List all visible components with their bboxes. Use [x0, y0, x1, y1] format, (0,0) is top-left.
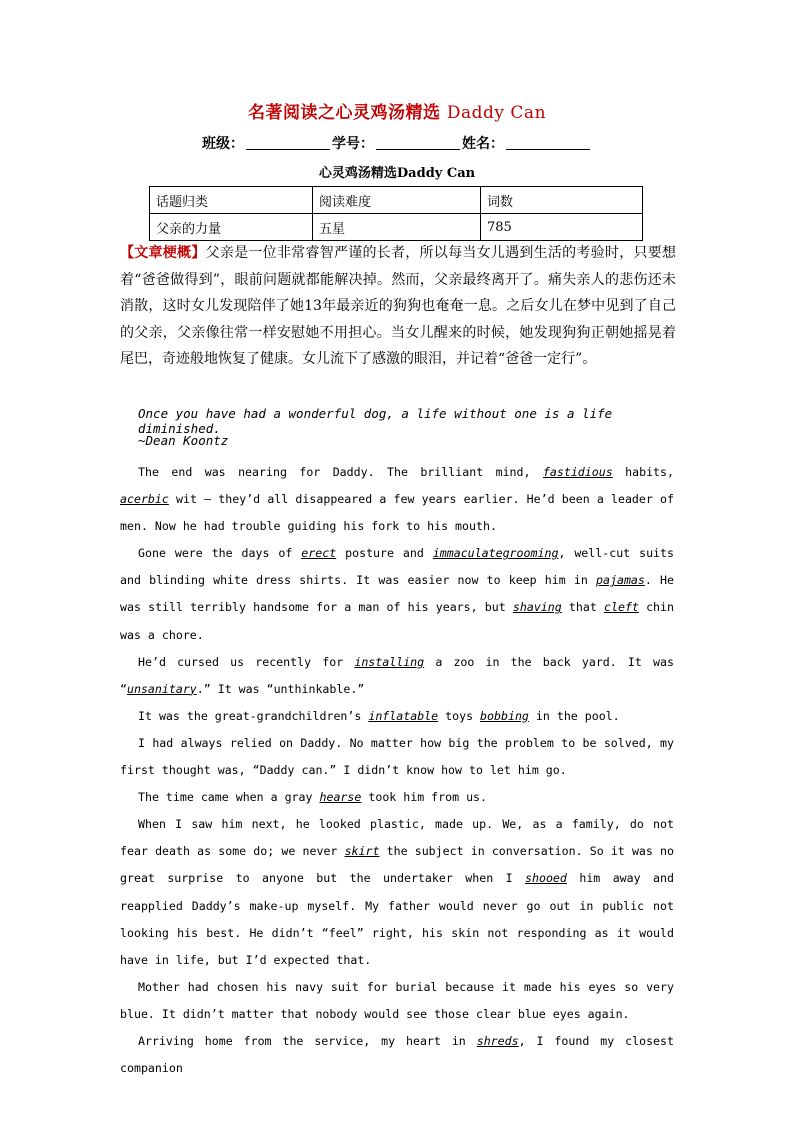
name-blank: [506, 149, 590, 150]
article-body: [120, 459, 674, 1082]
paragraph: [120, 730, 674, 784]
vocab-word: hearse: [319, 790, 362, 805]
text: a zoo in the back yard. It was “: [120, 654, 674, 696]
text: the subject in conversation. So it was no great surprise to anyone but the undertaker when I: [120, 844, 674, 886]
meta-value-cell: 五星: [313, 214, 481, 241]
meta-value-cell: 父亲的力量: [150, 214, 313, 241]
title-zh: 名著阅读之心灵鸡汤精选: [247, 103, 441, 123]
class-blank: [246, 149, 330, 150]
meta-header-cell: 话题归类: [150, 187, 313, 214]
vocab-word: acerbic: [120, 492, 169, 507]
vocab-word: inflatable: [368, 708, 439, 723]
paragraph: [120, 649, 674, 703]
text: chin was a chore.: [120, 600, 674, 642]
meta-header-cell: 阅读难度: [313, 187, 481, 214]
vocab-word: unsanitary: [126, 681, 197, 696]
text: posture and: [336, 546, 433, 561]
text: took him from us.: [361, 790, 488, 805]
text: Gone were the days of: [138, 546, 302, 561]
text: habits,: [612, 465, 674, 479]
text: toys: [438, 708, 481, 723]
text: The time came when a gray: [138, 790, 320, 805]
text: , I found my closest companion: [120, 1033, 675, 1076]
meta-value-row: [150, 214, 643, 241]
text: wit — they’d all disappeared a few years earlier. He’d been a leader of men. Now he had trouble guiding his fork to his mouth.: [120, 492, 674, 534]
meta-header-cell: 词数: [481, 187, 643, 214]
paragraph: [120, 540, 674, 648]
meta-value-cell: 785: [481, 214, 643, 241]
paragraph: [120, 1028, 674, 1082]
number-blank: [376, 149, 460, 150]
title-en: Daddy Can: [446, 103, 547, 123]
paragraph: [120, 784, 674, 811]
meta-table: [149, 186, 643, 241]
paragraph: [120, 459, 674, 540]
paragraph: [120, 811, 674, 974]
vocab-word: shaving: [512, 600, 562, 615]
article-summary: [120, 240, 676, 373]
name-label: 姓名：: [462, 136, 504, 152]
vocab-word: cleft: [604, 600, 639, 615]
text: It was the great-grandchildren’s: [138, 708, 369, 723]
text: . He was still terribly handsome for a man of his years, but: [120, 573, 675, 615]
document-title: [0, 98, 794, 123]
vocab-word: skirt: [344, 844, 380, 859]
vocab-word: pajamas: [596, 573, 645, 588]
subtitle: 心灵鸡汤精选Daddy Can: [318, 166, 476, 181]
number-label: 学号：: [332, 136, 374, 152]
text: The end was nearing for Daddy. The brilliant mind,: [138, 465, 543, 479]
text: him away and reapplied Daddy’s make-up myself. My father would never go out in public not looking his best. He didn’t “feel” right, his skin not responding as it would have in life, but I’d expected that.: [120, 871, 674, 967]
epigraph-author: ~Dean Koontz: [138, 433, 229, 448]
text: I had always relied on Daddy. No matter how big the problem to be solved, my first thought was, “Daddy can.” I didn’t know how to let him go.: [120, 735, 674, 778]
epigraph-quote: Once you have had a wonderful dog, a life without one is a life diminished.: [138, 406, 613, 436]
summary-tag: 【文章梗概】: [120, 245, 206, 261]
summary-text: 父亲是一位非常睿智严谨的长者，所以每当女儿遇到生活的考验时，只要想着“爸爸做得到”，眼前问题就都能解决掉。然而，父亲最终离开了。痛失亲人的悲伤还未消散，这时女儿发现陪伴了她13年最亲近的狗狗也奄奄一息。之后女儿在梦中见到了自己的父亲，父亲像往常一样安慰她不用担心。当女儿醒来的时候，她发现狗狗正朝她摇晃着尾巴，奇迹般地恢复了健康。女儿流下了感激的眼泪，并记着“爸爸一定行”。: [120, 245, 677, 367]
text: that: [561, 600, 604, 615]
text: He’d cursed us recently for: [138, 654, 355, 669]
text: , well-cut suits and blinding white dress shirts. It was easier now to keep him in: [120, 546, 674, 588]
vocab-word: shreds: [476, 1033, 519, 1048]
vocab-word: fastidious: [542, 465, 613, 479]
text: When I saw him next, he looked plastic, made up. We, as a family, do not fear death as some do; we never: [120, 817, 674, 859]
text: in the pool.: [528, 708, 620, 723]
text: .” It was “unthinkable.”: [196, 681, 365, 696]
student-info-line: [0, 133, 794, 153]
vocab-word: installing: [354, 654, 425, 669]
vocab-word: erect: [301, 546, 337, 561]
class-label: 班级：: [202, 136, 244, 152]
meta-header-row: [150, 187, 643, 214]
vocab-word: shooed: [525, 871, 567, 886]
text: Mother had chosen his navy suit for burial because it made his eyes so very blue. It didn’t matter that nobody would see those clear blue eyes again.: [120, 979, 674, 1021]
paragraph: [120, 974, 674, 1028]
vocab-word: immaculategrooming: [432, 546, 559, 561]
text: Arriving home from the service, my heart in: [138, 1033, 477, 1048]
vocab-word: bobbing: [480, 708, 529, 723]
paragraph: [120, 703, 674, 730]
